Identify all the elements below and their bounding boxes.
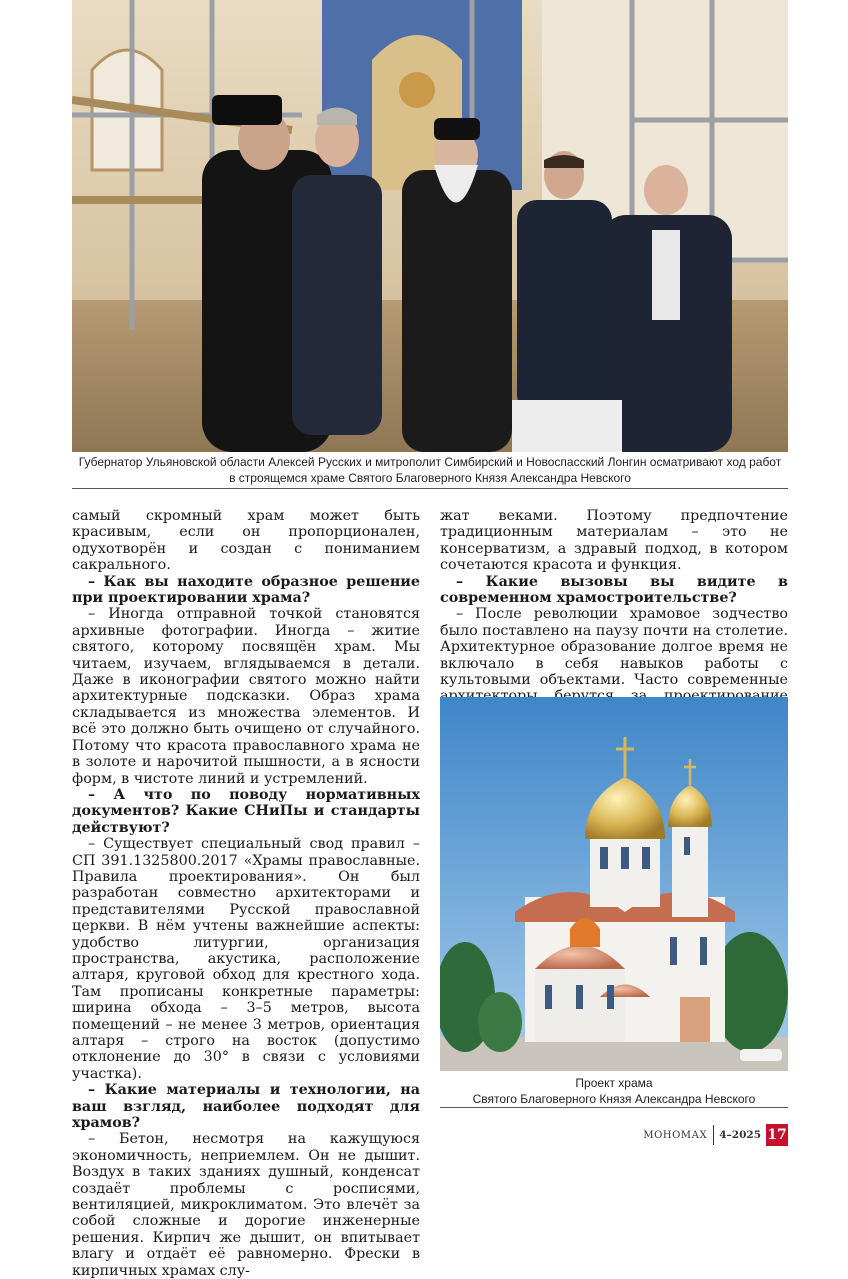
church-rendering bbox=[440, 697, 788, 1071]
interview-question: – Какие вызовы вы видите в современном храмостроительстве? bbox=[440, 573, 788, 607]
paragraph: – После революции храмовое зодчество было поставлено на паузу почти на столетие. Архитектурное образование долгое время не включало в себя навыков работы с культовыми объектами. Часто современные bbox=[440, 606, 788, 689]
magazine-name: МОНОМАХ bbox=[643, 1129, 708, 1141]
photo-church-project bbox=[440, 697, 788, 1071]
photo-illustration bbox=[72, 0, 788, 452]
photo-caption-line1: Проект храма bbox=[575, 1076, 653, 1090]
photo-caption-line2: в строящемся храме Святого Благоверного Князя Александра Невского bbox=[229, 471, 631, 485]
interview-question: – Какие материалы и технологии, на ваш взгляд, наиболее подходят для храмов? bbox=[72, 1082, 420, 1132]
page-footer bbox=[643, 1124, 788, 1146]
paragraph: жат веками. Поэтому предпочтение традиционным материалам – это не консерватизм, а здравый подход, в котором сочетаются красота и функция. bbox=[440, 508, 788, 574]
paragraph: – Иногда отправной точкой становятся архивные фотографии. Иногда – житие святого, которому посвящён храм. Мы читаем, изучаем, вглядываемся в детали. Даже в иконографии святого можно найти архитектурные подсказки. Образ храма складывается из множества элементов. И всё это должно быть очищено от случайного. Потому что красота православного храма не в золоте и нарочитой пышности, а в ясности форм, в чистоте линий и устремлений. bbox=[72, 606, 420, 787]
interview-question: – А что по поводу нормативных документов? Какие СНиПы и стандарты действуют? bbox=[72, 786, 420, 836]
issue-number: 4–2025 bbox=[719, 1129, 761, 1141]
photo-church-interior bbox=[72, 0, 788, 452]
interview-question: – Как вы находите образное решение при проектировании храма? bbox=[72, 573, 420, 607]
page-number: 17 bbox=[766, 1124, 788, 1146]
photo-caption bbox=[72, 454, 788, 486]
photo-caption-line2: Святого Благоверного Князя Александра Невского bbox=[472, 1092, 756, 1106]
article-column-left bbox=[72, 508, 420, 1279]
photo-caption bbox=[440, 1075, 788, 1107]
paragraph: – Существует специальный свод правил – СП 391.1325800.2017 «Храмы православные. Правила проектирования». Он был разработан совместно архитекторами и представителями Русской православной церкви. В нём учтены важнейшие аспекты: удобство литургии, организация пространства, акустика, расположение алтаря, круговой обход для крестного хода. Там прописаны конкретные параметры: ширина обхода – 3–5 метров, высота помещений – не менее 3 метров, ориентация алтаря – строго на восток (допустимо отклонение до 30° в связи с условиями участка). bbox=[72, 836, 420, 1082]
paragraph: – Бетон, несмотря на кажущуюся экономичность, неприемлем. Он не дышит. Воздух в таких зданиях душный, конденсат создаёт проблемы с росписями, вентиляцией, микроклиматом. Это влечёт за собой сложные и дорогие инженерные решения. Кирпич же дышит, он впитывает влагу и отдаёт её равномерно. Фрески в кирпичных храмах слу- bbox=[72, 1131, 420, 1279]
paragraph: самый скромный храм может быть красивым, если он пропорционален, одухотворён и создан с пониманием сакрального. bbox=[72, 508, 420, 574]
caption-divider bbox=[72, 488, 788, 489]
article-column-right bbox=[440, 508, 788, 721]
caption-divider bbox=[440, 1107, 788, 1108]
photo-caption-line1: Губернатор Ульяновской области Алексей Русских и митрополит Симбирский и Новоспасский Лонгин осматривают ход работ bbox=[78, 455, 782, 469]
